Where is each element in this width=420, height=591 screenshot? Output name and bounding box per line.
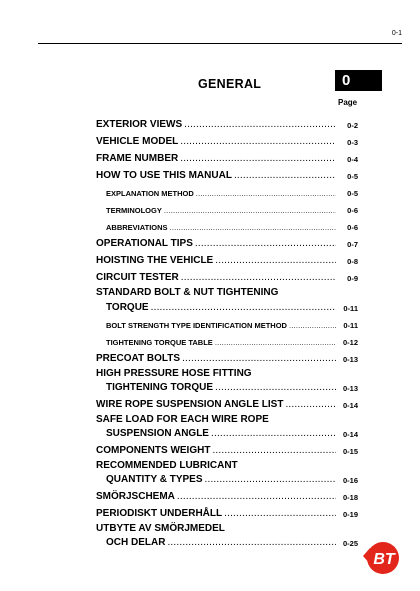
leader-dots [180, 153, 336, 164]
toc-entry-page: 0-11 [343, 304, 358, 313]
toc-entry-page: 0-12 [342, 338, 358, 347]
toc-entry[interactable] [96, 164, 358, 181]
toc-entry-two-line[interactable] [96, 523, 358, 548]
leader-dots [205, 474, 337, 485]
toc-entry-text: HOW TO USE THIS MANUAL [96, 170, 232, 181]
toc-entry[interactable] [96, 347, 358, 364]
leader-dots [182, 353, 336, 364]
toc-entry-page: 0-4 [347, 155, 358, 164]
toc-entry-two-line[interactable] [96, 368, 358, 393]
toc-entry-page: 0-14 [342, 401, 358, 410]
toc-entry-page: 0-5 [347, 172, 358, 181]
page-number: 0-1 [391, 30, 402, 37]
toc-entry-text: QUANTITY & TYPES [106, 474, 203, 485]
toc-entry[interactable] [96, 232, 358, 249]
toc-entry-line1: SAFE LOAD FOR EACH WIRE ROPE [96, 414, 269, 425]
toc-subentry[interactable] [96, 198, 358, 215]
bt-logo [361, 538, 405, 578]
toc-entry-page: 0-16 [342, 476, 358, 485]
toc-entry[interactable] [96, 249, 358, 266]
toc-entry-page: 0-13 [342, 384, 358, 393]
toc-entry-text: OPERATIONAL TIPS [96, 238, 193, 249]
leader-dots [181, 272, 336, 283]
toc-entry-text: COMPONENTS WEIGHT [96, 445, 211, 456]
leader-dots [211, 428, 336, 439]
toc-entry-text: TORQUE [106, 302, 149, 313]
toc-entry-page: 0-8 [347, 257, 358, 266]
toc-entry-text: TIGHTENING TORQUE TABLE [106, 338, 213, 347]
toc-entry-page: 0-11 [343, 321, 358, 330]
toc-entry-text: WIRE ROPE SUSPENSION ANGLE LIST [96, 399, 284, 410]
toc-subentry[interactable] [96, 215, 358, 232]
leader-dots [215, 382, 336, 393]
toc-entry-page: 0-18 [342, 493, 358, 502]
toc-entry-line1: STANDARD BOLT & NUT TIGHTENING [96, 287, 279, 298]
page-column-label: Page [338, 98, 358, 107]
toc-entry-page: 0-3 [347, 138, 358, 147]
toc-entry-two-line[interactable] [96, 460, 358, 485]
page-title: GENERAL [198, 77, 262, 91]
toc-entry-page: 0-6 [347, 206, 358, 215]
toc-entry[interactable] [96, 130, 358, 147]
leader-dots [289, 321, 336, 330]
toc-entry-page: 0-6 [347, 223, 358, 232]
table-of-contents [96, 113, 358, 548]
toc-entry-page: 0-2 [347, 121, 358, 130]
toc-entry [96, 379, 358, 393]
toc-entry-text: VEHICLE MODEL [96, 136, 179, 147]
toc-entry-page: 0-9 [347, 274, 358, 283]
toc-entry-line1: HIGH PRESSURE HOSE FITTING [96, 368, 252, 379]
leader-dots [180, 136, 336, 147]
toc-entry [96, 298, 358, 313]
toc-entry [96, 425, 358, 439]
leader-dots [215, 255, 336, 266]
toc-entry[interactable] [96, 266, 358, 283]
toc-entry-text: TERMINOLOGY [106, 206, 162, 215]
leader-dots [195, 238, 336, 249]
toc-entry-text: CIRCUIT TESTER [96, 272, 179, 283]
leader-dots [167, 537, 336, 548]
toc-entry[interactable] [96, 147, 358, 164]
toc-entry-text: TIGHTENING TORQUE [106, 382, 214, 393]
toc-entry-text: FRAME NUMBER [96, 153, 179, 164]
toc-entry-page: 0-15 [342, 447, 358, 456]
toc-entry-text: HOISTING THE VEHICLE [96, 255, 214, 266]
header-rule [38, 43, 402, 44]
toc-entry-text: OCH DELAR [106, 537, 166, 548]
toc-entry-text: EXPLANATION METHOD [106, 189, 194, 198]
toc-entry-page: 0-19 [342, 510, 358, 519]
toc-entry-page: 0-25 [342, 539, 358, 548]
toc-entry-line1: UTBYTE AV SMÖRJMEDEL [96, 523, 225, 534]
toc-entry[interactable] [96, 502, 358, 519]
toc-entry-text: PERIODISKT UNDERHÅLL [96, 508, 223, 519]
toc-entry[interactable] [96, 439, 358, 456]
toc-entry [96, 471, 358, 485]
toc-entry [96, 534, 358, 548]
toc-entry-text: ABBREVIATIONS [106, 223, 168, 232]
leader-dots [151, 302, 336, 313]
toc-entry[interactable] [96, 393, 358, 410]
leader-dots [234, 170, 336, 181]
logo-text: BT [373, 551, 395, 568]
leader-dots [164, 206, 336, 215]
section-number-box: 0 [335, 70, 382, 91]
leader-dots [285, 399, 336, 410]
toc-entry-page: 0-7 [347, 240, 358, 249]
toc-entry-text: BOLT STRENGTH TYPE IDENTIFICATION METHOD [106, 321, 287, 330]
leader-dots [212, 445, 336, 456]
toc-subentry[interactable] [96, 181, 358, 198]
toc-entry-page: 0-14 [342, 430, 358, 439]
toc-entry-text: SUSPENSION ANGLE [106, 428, 209, 439]
leader-dots [215, 338, 336, 347]
toc-entry[interactable] [96, 485, 358, 502]
toc-entry-text: EXTERIOR VIEWS [96, 119, 183, 130]
toc-subentry[interactable] [96, 313, 358, 330]
toc-entry-line1: RECOMMENDED LUBRICANT [96, 460, 238, 471]
toc-subentry[interactable] [96, 330, 358, 347]
toc-entry-page: 0-13 [342, 355, 358, 364]
toc-entry-text: SMÖRJSCHEMA [96, 491, 175, 502]
leader-dots [224, 508, 336, 519]
toc-entry-two-line[interactable] [96, 414, 358, 439]
toc-entry[interactable] [96, 113, 358, 130]
leader-dots [177, 491, 336, 502]
toc-entry-text: PRECOAT BOLTS [96, 353, 181, 364]
leader-dots [170, 223, 336, 232]
leader-dots [196, 189, 336, 198]
toc-entry-page: 0-5 [347, 189, 358, 198]
leader-dots [184, 119, 336, 130]
toc-entry-two-line[interactable] [96, 287, 358, 313]
